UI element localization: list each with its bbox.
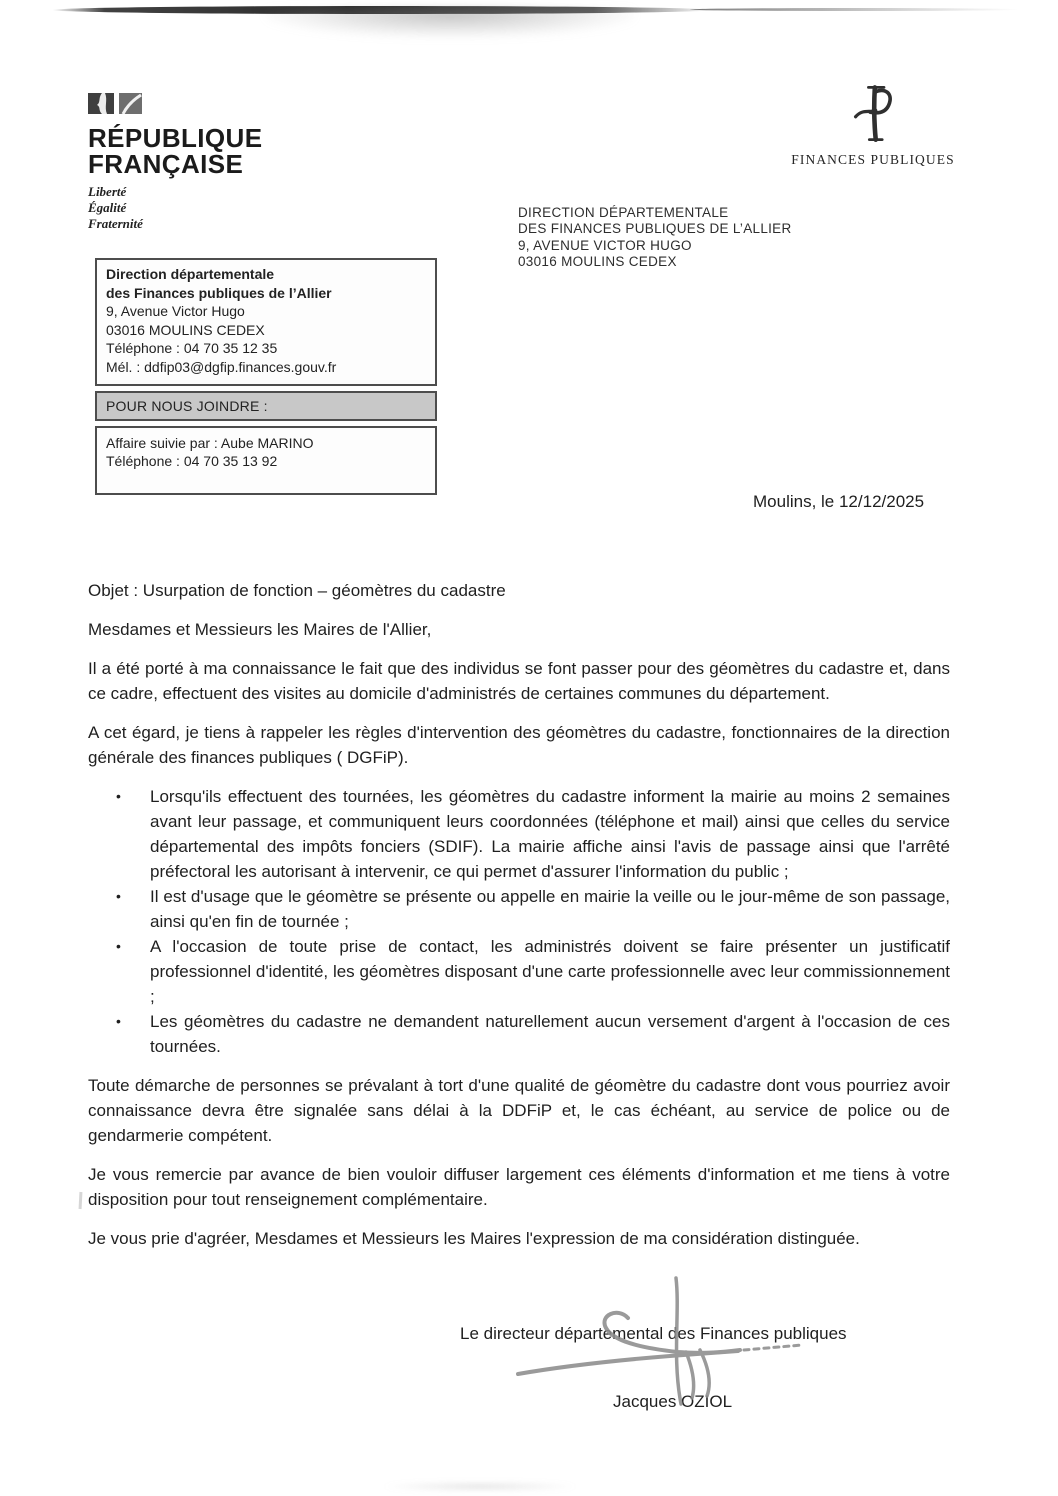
sender-line: DES FINANCES PUBLIQUES DE L’ALLIER — [518, 221, 792, 237]
sender-address-box — [95, 258, 437, 386]
address-line: Téléphone : 04 70 35 12 35 — [106, 340, 278, 357]
list-item: • Les géomètres du cadastre ne demandent naturellement aucun versement d'argent à l'occasion de ces tournées. — [116, 1009, 950, 1059]
sender-address-block — [518, 205, 792, 271]
list-item: • Il est d'usage que le géomètre se présente ou appelle en mairie la veille ou le jour-même de son passage, ainsi qu'en fin de tournée ; — [116, 884, 950, 934]
scan-artifact-bottom-smudge — [380, 1482, 580, 1491]
signature-role: Le directeur départemental des Finances publiques — [460, 1324, 847, 1343]
case-line: Affaire suivie par : Aube MARINO — [106, 434, 314, 451]
motto-line: Liberté — [88, 184, 127, 199]
address-line: 03016 MOULINS CEDEX — [106, 321, 265, 338]
case-line: Téléphone : 04 70 35 13 92 — [106, 453, 278, 470]
subject-line: Objet : Usurpation de fonction – géomètres du cadastre — [88, 581, 506, 600]
motto-line: Fraternité — [88, 216, 143, 231]
paragraph: A cet égard, je tiens à rappeler les règles d'intervention des géomètres du cadastre, fonctionnaires de la direction générale des finances publiques ( DGFiP). — [88, 723, 950, 767]
contact-boxes — [95, 258, 437, 495]
scan-artifact-top-blur — [265, 8, 635, 38]
address-line-bold: des Finances publiques de l’Allier — [106, 284, 332, 301]
salutation: Mesdames et Messieurs les Maires de l'Allier, — [88, 620, 432, 639]
sender-line: DIRECTION DÉPARTEMENTALE — [518, 205, 729, 220]
scan-artifact-left-tick — [79, 1192, 83, 1209]
paragraph: Toute démarche de personnes se prévalant à tort d'une qualité de géomètre du cadastre dont vous pourriez avoir connaissance devra être signalée sans délai à la DDFiP et, le cas échéant, au service de police ou de gendarmerie compétent. — [88, 1076, 950, 1145]
dateline: Moulins, le 12/12/2025 — [753, 492, 925, 511]
marianne-logo — [88, 92, 144, 116]
marianne-motto — [88, 184, 262, 232]
paragraph: Il a été porté à ma connaissance le fait que des individus se font passer pour des géomètres du cadastre et, dans ce cadre, effectuent des visites au domicile d'administrés de certaines communes du département. — [88, 659, 950, 703]
bullet-list — [88, 784, 950, 1059]
sender-line: 03016 MOULINS CEDEX — [518, 254, 677, 270]
address-line-email: Mél. : ddfip03@dgfip.finances.gouv.fr — [106, 358, 337, 375]
address-line-bold: Direction départementale — [106, 266, 275, 282]
letter-body — [88, 578, 950, 1265]
republique-francaise-block — [88, 92, 262, 232]
finances-publiques-block — [786, 84, 960, 168]
list-item: • Lorsqu'ils effectuent des tournées, les géomètres du cadastre informent la mairie au moins 2 semaines avant leur passage, et communiquent leurs coordonnées (téléphone et mail) ainsi que celles du service départemental des impôts fonciers (SDIF). La mairie affiche ainsi l'avis de passage ainsi que l'arrêté préfectoral les autorisant à intervenir, ce qui permet d'assurer l'information du public ; — [116, 784, 950, 884]
paragraph: Je vous prie d'agréer, Mesdames et Messieurs les Maires l'expression de ma considération distinguée. — [88, 1229, 860, 1248]
motto-line: Égalité — [88, 200, 127, 215]
signature-name: Jacques OZIOL — [613, 1392, 733, 1411]
case-handler-box — [95, 426, 437, 495]
address-line: 9, Avenue Victor Hugo — [106, 303, 245, 320]
list-item: • A l'occasion de toute prise de contact, les administrés doivent se faire présenter un justificatif professionnel d'identité, les géomètres disposant d'une carte professionnelle avec leur commissionnement ; — [116, 934, 950, 1009]
scan-artifact-top-streak-faint — [690, 8, 1020, 11]
sender-line: 9, AVENUE VICTOR HUGO — [518, 237, 692, 253]
paragraph: Je vous remercie par avance de bien vouloir diffuser largement ces éléments d'information et me tiens à votre disposition pour tout renseignement complémentaire. — [88, 1165, 950, 1209]
contact-header-box: POUR NOUS JOINDRE : — [95, 391, 437, 421]
marianne-title-line2: FRANÇAISE — [88, 149, 244, 179]
marianne-title-line1: RÉPUBLIQUE — [88, 123, 263, 153]
fp-label: FINANCES PUBLIQUES — [791, 152, 955, 167]
fp-monogram-icon — [851, 84, 895, 144]
